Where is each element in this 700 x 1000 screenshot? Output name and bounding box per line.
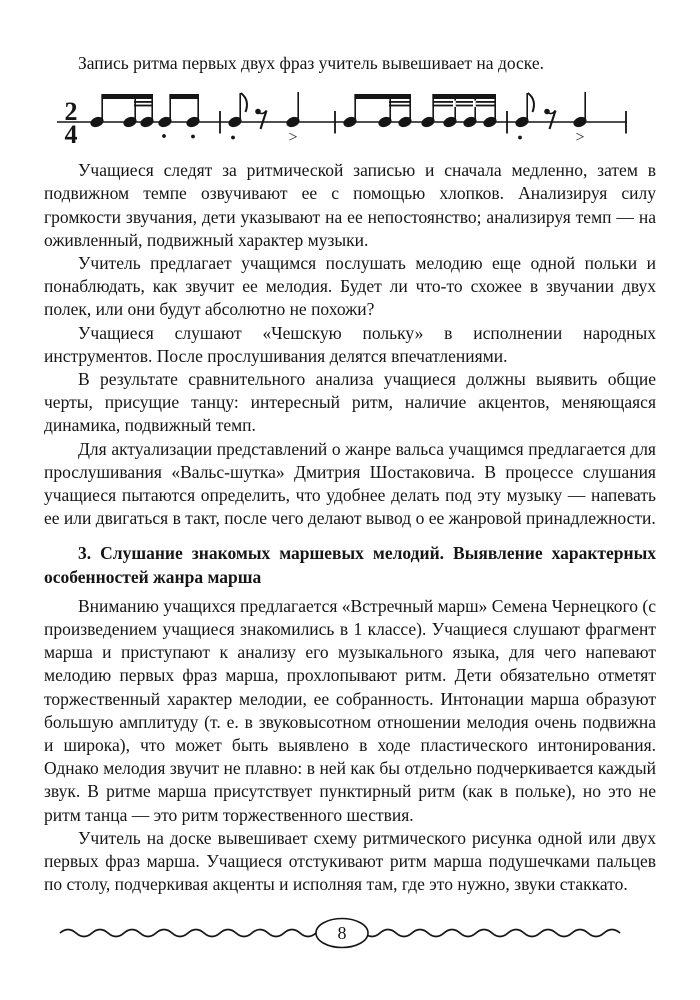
measure-3 (342, 94, 507, 134)
time-signature-top: 2 (64, 97, 78, 127)
staccato-dot (162, 134, 166, 138)
page-number: 8 (337, 923, 347, 943)
staccato-dot (191, 135, 195, 139)
text-column (44, 52, 656, 897)
beam-primary (101, 94, 153, 99)
staccato-dot (231, 136, 235, 140)
paragraph-6: Вниманию учащихся предлагается «Встречный марш» Семена Чернецкого (с произведением учащиеся знакомились в 1 классе). Учащиеся слушают фрагмент марша и приступают к анализу его музыкального языка, для чего напевают мелодию первых фраз марша, прохлопывают ритм. Дети обязательно отметят торжественный характер мелодии, ее собранность. Интонации марша образуют большую амплитуду (т. е. в звуковысотном отношении мелодия очень подвижна и широка), что может быть выявлено в ходе пластического интонирования. Однако мелодия звучит не плавно: в ней как бы отдельно подчеркивается каждый звук. В ритме марша присутствует пунктирный ритм (как в польке), но это не ритм танца — это ритм торжественного шествия. (44, 595, 656, 825)
beam-secondary (134, 101, 153, 103)
eighth-flag (528, 93, 534, 112)
accent-mark: > (288, 129, 298, 147)
paragraph-5: Для актуализации представлений о жанре вальса учащимся предлагается для прослушивания «Вальс-шутка» Дмитрия Шостаковича. В процессе слушания учащиеся пытаются определить, что удобнее делать под эту музыку — напевать ее или двигаться в такт, после чего делают вывод о ее жанровой принадлежности. (44, 438, 656, 529)
footer-ornament-svg (0, 908, 700, 958)
eighth-flag (241, 93, 247, 112)
measure-2 (227, 92, 335, 146)
accent-mark: > (575, 129, 585, 147)
eighth-rest (255, 109, 266, 129)
section-heading: 3. Слушание знакомых маршевых мелодий. Выявление характерных особенностей жанра марша (44, 543, 656, 587)
paragraph-4: В результате сравнительного анализа учащиеся должны выявить общие черты, присущие танцу: интересный ритм, наличие акцентов, меняющаяся динамика, подвижный темп. (44, 369, 656, 436)
time-signature (65, 97, 78, 149)
rhythm-notation-svg (0, 84, 700, 150)
paragraph-7: Учитель на доске вывешивает схему ритмического рисунка одной или двух первых фраз марша. Учащиеся отстукивают ритм марша подушечками пальцев по столу, подчеркивая акценты и исполняя там, где это нужно, звуки стаккато. (44, 827, 656, 895)
measure-1 (89, 94, 220, 138)
paragraph-3: Учащиеся слушают «Чешскую польку» в исполнении народных инструментов. После прослушивания делятся впечатлениями. (44, 322, 656, 366)
page-footer (0, 908, 700, 958)
staccato-dot (518, 136, 522, 140)
paragraph-2: Учитель предлагает учащимся послушать мелодию еще одной польки и понаблюдать, как звучит ее мелодия. Будет ли что-то схожее в звучании двух полек, или они будут абсолютно не похожи? (44, 253, 656, 320)
paragraph-1: Учащиеся следят за ритмической записью и сначала медленно, затем в подвижном темпе озвучивают ее с помощью хлопков. Анализируя силу громкости звучания, дети указывают на ее непостоянство; анализируя темп — на оживленный, подвижный характер музыки. (44, 160, 656, 250)
page-number-badge (316, 919, 368, 948)
intro-paragraph: Запись ритма первых двух фраз учитель вывешивает на доске. (78, 53, 545, 73)
measure-4 (514, 92, 626, 146)
time-signature-bottom: 4 (64, 120, 78, 150)
rhythm-notation-figure (0, 84, 700, 155)
eighth-rest (544, 109, 555, 129)
